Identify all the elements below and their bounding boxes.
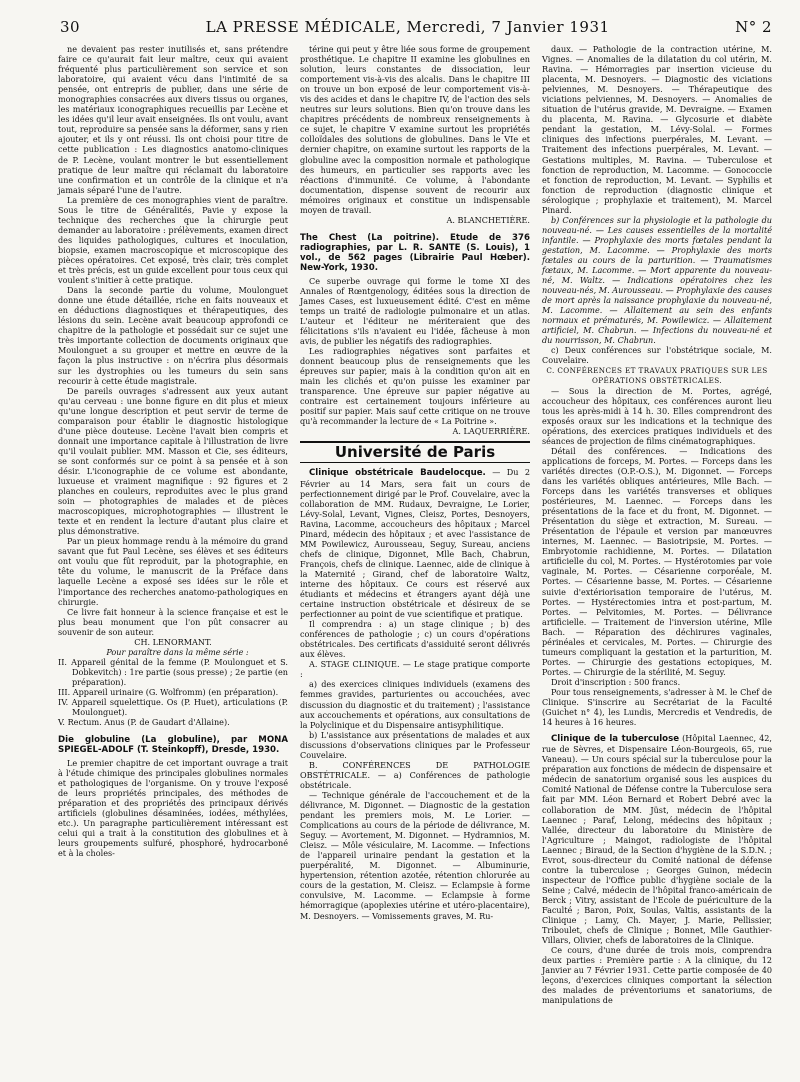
signature: A. LAQUERRIÈRE. [452,426,530,437]
paragraph: daux. — Pathologie de la contraction utérine, M. Vignes. — Anomalies de la dilatation du col utérin, M. Ravina. — Hémorragies par insertion vicieuse du placenta, M. Desnoyers. — Diagnostic des viciations pelviennes, M. Desnoyers. — Thérapeutique des viciations pelviennes, M. Desnoyers. — Anomalies de situation de l'utérus gravide, M. Devraigne. — Examen du placenta, M. Ravina. — Glycosurie et diabète pendant la gestation, M. Lévy-Solal. — Formes cliniques des infections puerpérales, M. Levant. — Traitement des infections puerpérales, M. Levant. — Gestations multiples, M. Ravina. — Tuberculose et fonction de reproduction, M. Lacomme. — Gonococcie et fonction de reproduction, M. Levant. — Syphilis et fonction de reproduction (diagnostic clinique et sérologique ; prophylaxie et traitement), M. Marcel Pinard. [542,44,772,215]
column-1 [58,44,288,1005]
paragraph: Le premier chapitre de cet important ouvrage a trait à l'étude chimique des principales globulines normales et pathologiques de l'organisme. On y trouve l'exposé de leurs propriétés principales, des méthodes de préparation et des propriétés des principaux dérivés artificiels (globulines désaminées, iodées, méthylées, etc.). Un paragraphe particulièrement intéressant est celui qui a trait à la constitution des globulines et à leurs groupements sulfuré, phosphoré, hydrocarboné et à la choles- [58,757,288,859]
series-title: Pour paraître dans la même série : [106,646,249,657]
clinic-title: Clinique de la tuberculose [551,734,680,745]
paragraph: Pour tous renseignements, s'adresser à M. le Chef de Clinique. S'inscrire au Secrétariat de la Faculté (Guichet n° 4), les Lundis, Mercredis et Vendredis, de 14 heures à 16 heures. [542,687,772,728]
paragraph: Droit d'inscription : 500 francs. [551,676,681,687]
series-item: IV. Appareil squelettique. Os (P. Huet), articulations (P. Moulonguet). [58,697,288,718]
paragraph: Ce livre fait honneur à la science française et est le plus beau monument que l'on pût consacrer au souvenir de son auteur. [58,606,288,637]
paragraph: Dans la seconde partie du volume, Moulonguet donne une étude détaillée, riche en faits nouveaux et en déductions diagnostiques et thérapeutiques, des lésions du sein. Lecène avait beaucoup approfondi ce chapitre de la pathologie et possédait sur ce sujet une très importante collection de documents originaux que Moulonguet a su grouper et mettre en œuvre de la façon la plus instructive : on n'écrira plus désormais sur les dystrophies ou les tumeurs du sein sans recourir à cette étude magistrale. [58,285,288,386]
paragraph: De pareils ouvrages s'adressent aux yeux autant qu'au cerveau : une bonne figure en dit plus et mieux qu'une longue description et peut servir de terme de comparaison pour établir le diagnostic histologique d'une pièce douteuse. Lecène l'avait bien compris et donnait une importance capitale à l'illustration de livre qu'il voulait publier. MM. Masson et Cie, ses éditeurs, se sont conformés sur ce point à sa pensée et à son désir. L'iconographie de ce volume est abondante, luxueuse et vraiment magnifique : 92 figures et 2 planches en couleurs, reproduites avec le plus grand soin — photographies de malades et de pièces macroscopiques, microphotographies — illustrent le texte et en rendent la lecture d'autant plus claire et plus démonstrative. [58,385,288,537]
paragraph: Ce superbe ouvrage qui forme le tome XI des Annales of Rœntgenology, éditées sous la direction de James Cases, est luxueusement édité. C'est en même temps un traité de radiologie pulmonaire et un atlas. L'auteur et l'éditeur ne mériteraient que des félicitations s'ils n'avaient eu l'idée, fâcheuse à mon avis, de publier les négatifs des radiographies. [300,275,530,346]
clinic-text: — Du 2 Février au 14 Mars, sera fait un cours de perfectionnement dirigé par le Prof. Couvelaire, avec la collaboration de MM. Rudaux, Devraigne, Le Lorier, Lévy-Solal, Levant, Vignes, Cleisz, Portes, Desnoyers, Ravina, Lacomme, accoucheurs des hôpitaux ; Marcel Pinard, médecin des hôpitaux ; et avec l'assistance de MM Powilewicz, Aurousseau, Seguy, Sureau, anciens chefs de clinique, Digonnet, Mlle Bach, Chabrun, François, chefs de clinique. Laennec, aide de clinique à la Maternité ; Girand, chef de laboratoire Waltz, interne des hôpitaux. Ce cours est réservé aux étudiants et médecins et étrangers ayant déjà une certaine instruction obstétricale et désireux de se perfectionner au point de vue scientifique et pratique. [300,467,530,620]
clinic-text: (Hôpital Laennec, 42, rue de Sèvres, et Dispensaire Léon-Bourgeois, 65, rue Vaneau). — Un cours spécial sur la tuberculose pour la préparation aux fonctions de médecin de dispensaire et médecin de sanatorium organisé sous les auspices du Comité National de Défense contre la Tuberculose sera fait par MM. Léon Bernard et Robert Debré avec la collaboration de MM. Jüst, médecin de l'hôpital Laennec ; Paraf, Lelong, médecins des hôpitaux ; Vallée, directeur du laboratoire du Ministère de l'Agriculture ; Maingot, radiologiste de l'hôpital Laennec ; Biraud, de la Section d'hygiène de la S.D.N. ; Evrot, sous-directeur du Comité national de défense contre la tuberculose ; Georges Guinon, médecin inspecteur de l'Office public d'hygiène sociale de la Seine ; Calvé, médecin de l'hôpital franco-américain de Berck ; Vitry, assistant de l'Ecole de puériculture de la Faculté ; Baron, Poix, Soulas, Valtis, assistants de la Clinique ; Lamy, Ch. Mayer, J. Marie, Pellissier, Triboulet, chefs de Clinique ; Bonnet, Mlle Gauthier-Villars, Olivier, chefs de laboratoires de la Clinique. [542,733,773,946]
paragraph: c) Deux conférences sur l'obstétrique sociale, M. Couvelaire. [542,345,772,366]
page-number: 30 [60,18,81,36]
series-item: II. Appareil génital de la femme (P. Moulonguet et S. Dobkevitch) : 1re partie (sous presse) ; 2e partie (en préparation). [58,656,288,687]
series-list [58,657,288,727]
subheading: B. CONFÉRENCES DE PATHOLOGIE OBSTÉTRICALE. — a) Conférences de pathologie obstétricale. [300,759,530,790]
paragraph: Par un pieux hommage rendu à la mémoire du grand savant que fut Paul Lecène, ses élèves et ses éditeurs ont voulu que fût reproduit, par la photographie, en tête du volume, le manuscrit de la Préface dans laquelle Lecène a exposé ses idées sur le rôle et l'importance des recherches anatomo-pathologiques en chirurgie. [58,536,288,607]
paragraph: b) Conférences sur la physiologie et la pathologie du nouveau-né. — Les causes essentielles de la mortalité infantile. — Prophylaxie des morts fœtales pendant la gestation, M. Lacomme. — Prophylaxie des morts fœtales au cours de la parturition. — Traumatismes fœtaux, M. Lacomme. — Mort apparente du nouveau-né, M. Waltz. — Indications opératoires chez les nouveau-nés, M. Aurousseau. — Prophylaxie des causes de mort après la naissance prophylaxie du nouveau-né, M. Lacomme. — Allaitement au sein des enfants normaux et prématurés, M. Powilewicz. — Allaitement artificiel, M. Chabrun. — Infections du nouveau-né et du nourrisson, M. Chabrun. [542,214,772,346]
signature: A. BLANCHETIÈRE. [446,214,530,225]
paragraph: b) L'assistance aux présentations de malades et aux discussions d'observations cliniques par le Professeur Couvelaire. [300,729,530,760]
clinic-title: Clinique obstétricale Baudelocque. [309,468,486,479]
paragraph: Ce cours, d'une durée de trois mois, comprendra deux parties : Première partie : A la clinique, du 12 Janvier au 7 Février 1931. Cette partie composée de 40 leçons, d'exercices cliniques comportant la sélection des malades de préventoriums et sanatoriums, de manipulations de [542,945,772,1006]
subheading: C. CONFÉRENCES ET TRAVAUX PRATIQUES SUR LES OPÉRATIONS OBSTÉTRICALES. [546,365,768,385]
paragraph: — Sous la direction de M. Portes, agrégé, accoucheur des hôpitaux, ces conférences auront lieu tous les après-midi à 14 h. 30. Elles comprendront des exposés oraux sur les indications et la technique des opérations, des exercices pratiques individuels et des séances de projection de films cinématographiques. [542,385,772,446]
signature: CH. LENORMANT. [134,636,212,647]
paragraph: — Technique générale de l'accouchement et de la délivrance, M. Digonnet. — Diagnostic de la gestation pendant les premiers mois, M. Le Lorier. — Complications au cours de la période de délivrance, M. Seguy. — Avortement, M. Digonnet. — Hydramnios, M. Cleisz. — Môle vésiculaire, M. Lacomme. — Infections de l'appareil urinaire pendant la gestation et la puerpéralité, M. Digonnet. — Albuminurie, hypertension, rétention azotée, rétention chlorurée au cours de la gestation, M. Cleisz. — Eclampsie à forme convulsive, M. Lacomme. — Eclampsie à forme hémorragique (apoplexies utérine et utéro-placentaire), M. Desnoyers. — Vomissements graves, M. Ru- [300,789,530,921]
paragraph: Détail des conférences. — Indications des applications de forceps, M. Portes. — Forceps dans les variétés directes (O.P.-O.S.), M. Digonnet. — Forceps dans les variétés obliques antérieures, Mlle Bach. — Forceps dans les variétés transverses et obliques postérieures, M. Laennec. — Forceps dans les présentations de la face et du front, M. Digonnet. — Présentation du siège et extraction, M. Sureau. — Présentation de l'épaule et version par manœuvres internes, M. Laennec. — Basiotripsie, M. Portes. — Embryotomie rachidienne, M. Portes. — Dilatation artificielle du col, M. Portes. — Hystérotomies par voie vaginale, M. Portes. — Césarienne corporéale, M. Portes. — Césarienne basse, M. Portes. — Césarienne suivie d'extériorisation temporaire de l'utérus, M. Portes. — Hystérectomies intra et post-partum, M. Portes. — Pelvitomies, M. Portes. — Délivrance artificielle. — Traitement de l'inversion utérine, Mlle Bach. — Réparation des déchirures vaginales, périnéales et cervicales, M. Portes. — Chirurgie des tumeurs compliquant la gestation et la parturition, M. Portes. — Chirurgie des gestations ectopiques, M. Portes. — Chirurgie de la stérilité, M. Seguy. [542,445,772,677]
paragraph: Les radiographies négatives sont parfaites et donnent beaucoup plus de renseignements que les épreuves sur papier, mais à la condition qu'on ait en main les clichés et qu'on puisse les examiner par transparence. Une épreuve sur papier négative au contraire est certainement toujours inférieure au positif sur papier. Mais sauf cette critique on ne trouve qu'à recommander la lecture de « La Poitrine ». [300,345,530,427]
series-item: V. Rectum. Anus (P. de Gaudart d'Allaine). [58,717,230,728]
paragraph: térine qui peut y être liée sous forme de groupement prosthétique. Le chapitre II examine les globulines en solution, leurs constantes de dissociation, leur comportement vis-à-vis des alcalis. Dans le chapitre III on trouve un bon exposé de leur comportement vis-à-vis des acides et dans le chapitre IV, de l'action des sels neutres sur leurs solutions. Bien qu'on trouve dans les chapitres précédents de nombreux renseignements à ce sujet, le chapitre V examine surtout les propriétés colloïdales des solutions de globulines. Dans le VIe et dernier chapitre, on examine surtout les rapports de la globuline avec la composition normale et pathologique des humeurs, en particulier ses rapports avec les réactions d'immunité. Ce volume, à l'abondante documentation, dispense souvent de recourir aux mémoires originaux et constitue un indispensable moyen de travail. [300,44,530,215]
paragraph: ne devaient pas rester inutilisés et, sans prétendre faire ce qu'aurait fait leur maître, ceux qui avaient fréquenté plus particulièrement son service et son laboratoire, qui avaient vécu dans l'intimité de sa pensée, ont entrepris de publier, dans une série de monographies consacrées aux divers tissus ou organes, les matériaux iconographiques recueillis par Lecène et les idées qu'il leur avait enseignées. Ils ont voulu, avant tout, reproduire sa pensée sans la déformer, sans y rien ajouter, et ils y ont réussi. Ils ont choisi pour titre de cette publication : Les diagnostics anatomo-cliniques de P. Lecène, voulant montrer le but essentiellement pratique de leur maître qui réclamait du laboratoire une confirmation et un contrôle de la clinique et n'a jamais séparé l'une de l'autre. [58,44,288,195]
paragraph: a) des exercices cliniques individuels (examens des femmes gravides, parturientes ou accouchées, avec discussion du diagnostic et du traitement) ; l'assistance aux accouchements et opérations, aux consultations de la Polyclinique et du Dispensaire antisyphilitique. [300,679,530,730]
clinic-paragraph [300,467,530,619]
column-2 [300,44,530,1005]
section-heading: Université de Paris [334,443,496,462]
review-title: Die globuline (La globuline), par MONA SPIEGEL-ADOLF (T. Steinkopff), Dresde, 1930. [58,735,288,756]
column-3 [542,44,772,1005]
clinic-paragraph [542,733,772,945]
columns [58,44,774,1005]
paragraph: Il comprendra : a) un stage clinique ; b) des conférences de pathologie ; c) un cours d'opérations obstétricales. Des certificats d'assiduité seront délivrés aux élèves. [300,619,530,660]
series-item: III. Appareil urinaire (G. Wolfromm) (en préparation). [58,687,279,697]
paragraph: La première de ces monographies vient de paraître. Sous le titre de Généralités, Pavie y expose la technique des recherches que la chirurgie peut demander au laboratoire : prélèvements, examen direct des liquides pathologiques, cultures et inoculation, biopsie, examen macroscopique et microscopique des pièces opératoires. Cet exposé, très clair, très complet et très précis, est un guide excellent pour tous ceux qui voulent s'initier à cette pratique. [58,194,288,286]
section-divider [300,462,530,463]
page-header [60,16,772,38]
subheading: A. STAGE CLINIQUE. — Le stage pratique comporte : [300,659,530,680]
issue-number: N° 2 [735,18,772,36]
journal-line: LA PRESSE MÉDICALE, Mercredi, 7 Janvier 1931 [205,18,610,36]
review-title: The Chest (La poitrine). Etude de 376 radiographies, par L. R. SANTE (S. Louis), 1 vol., de 562 pages (Librairie Paul Hœber). New-York, 1930. [300,232,530,274]
